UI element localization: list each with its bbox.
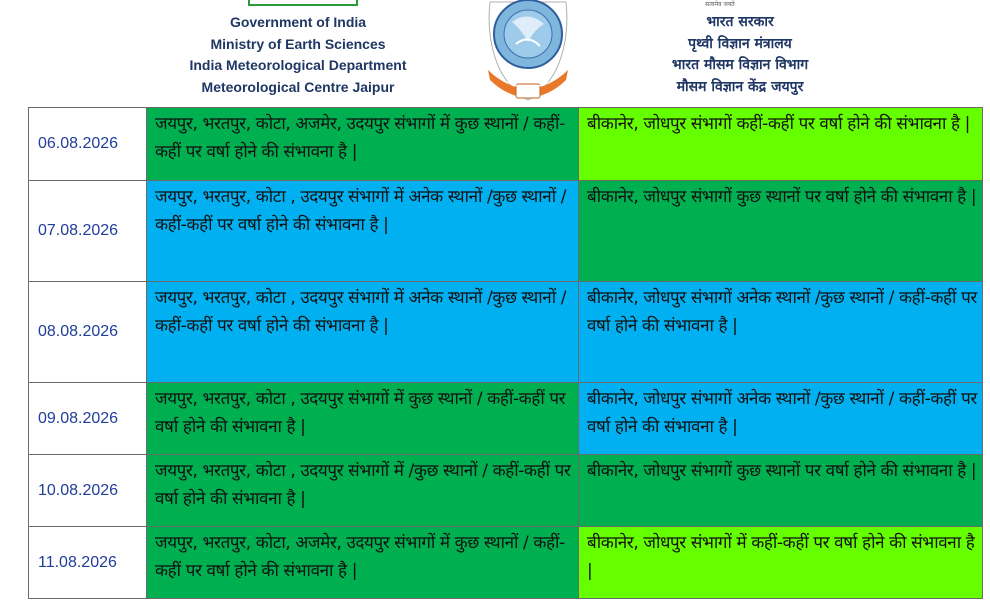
hindi-department-title <box>640 12 840 98</box>
table-row <box>29 108 983 181</box>
west-forecast-cell: बीकानेर, जोधपुर संभागों कहीं-कहीं पर वर्षा होने की संभावना है | <box>579 108 983 181</box>
english-line-4: Meteorological Centre Jaipur <box>201 78 395 95</box>
english-line-1: Government of India <box>229 14 367 30</box>
hindi-line-4: मौसम विज्ञान केंद्र जयपुर <box>676 78 804 95</box>
east-forecast-cell: जयपुर, भरतपुर, कोटा , उदयपुर संभागों में कुछ स्थानों / कहीं-कहीं पर वर्षा होने की संभावना है | <box>147 383 579 455</box>
table-row <box>29 455 983 527</box>
east-forecast-cell: जयपुर, भरतपुर, कोटा, अजमेर, उदयपुर संभागों में कुछ स्थानों / कहीं-कहीं पर वर्षा होने की संभावना है | <box>147 108 579 181</box>
page-header <box>0 0 990 106</box>
hindi-line-2: पृथ्वी विज्ञान मंत्रालय <box>688 35 792 52</box>
table-row <box>29 383 983 455</box>
date-cell: 10.08.2026 <box>29 455 147 527</box>
table-row <box>29 282 983 383</box>
date-cell: 09.08.2026 <box>29 383 147 455</box>
date-cell: 11.08.2026 <box>29 527 147 599</box>
date-cell: 07.08.2026 <box>29 181 147 282</box>
table-row <box>29 527 983 599</box>
table-row <box>29 181 983 282</box>
date-cell: 06.08.2026 <box>29 108 147 181</box>
header-accent-bar <box>248 0 358 6</box>
english-department-title <box>160 12 436 98</box>
west-forecast-cell: बीकानेर, जोधपुर संभागों अनेक स्थानों /कुछ स्थानों / कहीं-कहीं पर वर्षा होने की संभावना है | <box>579 383 983 455</box>
east-forecast-cell: जयपुर, भरतपुर, कोटा, अजमेर, उदयपुर संभागों में कुछ स्थानों / कहीं-कहीं पर वर्षा होने की संभावना है | <box>147 527 579 599</box>
hindi-tagline: सत्यमेव जयते <box>705 1 735 8</box>
hindi-line-3: भारत मौसम विज्ञान विभाग <box>671 57 809 73</box>
west-forecast-cell: बीकानेर, जोधपुर संभागों अनेक स्थानों /कुछ स्थानों / कहीं-कहीं पर वर्षा होने की संभावना है | <box>579 282 983 383</box>
forecast-table <box>28 107 983 599</box>
imd-emblem-icon <box>482 0 574 104</box>
east-forecast-cell: जयपुर, भरतपुर, कोटा , उदयपुर संभागों में अनेक स्थानों /कुछ स्थानों / कहीं-कहीं पर वर्षा होने की संभावना है | <box>147 282 579 383</box>
west-forecast-cell: बीकानेर, जोधपुर संभागों कुछ स्थानों पर वर्षा होने की संभावना है | <box>579 181 983 282</box>
hindi-line-1: भारत सरकार <box>706 14 774 30</box>
english-line-3: India Meteorological Department <box>189 57 407 73</box>
east-forecast-cell: जयपुर, भरतपुर, कोटा , उदयपुर संभागों में अनेक स्थानों /कुछ स्थानों / कहीं-कहीं पर वर्षा होने की संभावना है | <box>147 181 579 282</box>
west-forecast-cell: बीकानेर, जोधपुर संभागों कुछ स्थानों पर वर्षा होने की संभावना है | <box>579 455 983 527</box>
english-line-2: Ministry of Earth Sciences <box>210 35 386 52</box>
date-cell: 08.08.2026 <box>29 282 147 383</box>
east-forecast-cell: जयपुर, भरतपुर, कोटा , उदयपुर संभागों में /कुछ स्थानों / कहीं-कहीं पर वर्षा होने की संभावना है | <box>147 455 579 527</box>
west-forecast-cell: बीकानेर, जोधपुर संभागों में कहीं-कहीं पर वर्षा होने की संभावना है | <box>579 527 983 599</box>
